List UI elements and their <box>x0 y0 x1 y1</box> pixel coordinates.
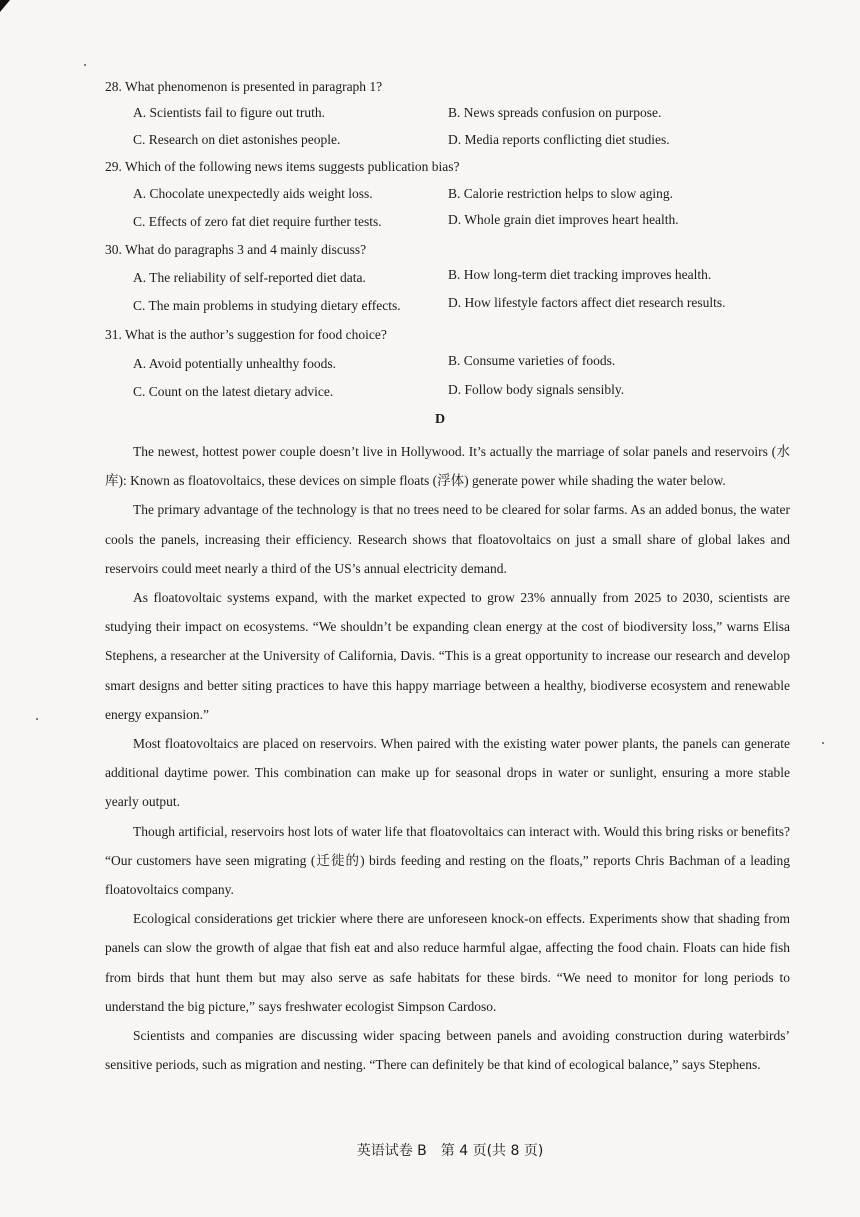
passage-paragraph: Scientists and companies are discussing wider spacing between panels and avoiding construction during waterbirds’ sensitive periods, such as migration and nesting. “There can definitely be that kind of ecological balance,” says Stephens. <box>105 1028 790 1073</box>
scan-corner-mark <box>0 0 10 12</box>
passage-paragraph: As floatovoltaic systems expand, with the market expected to grow 23% annually from 2025 to 2030, scientists are studying their impact on ecosystems. “We shouldn’t be expanding clean energy at the cost of biodiversity loss,” warns Elisa Stephens, a researcher at the University of California, Davis. “This is a great opportunity to increase our research and develop smart designs and better siting practices to have this happy marriage between a healthy, biodiverse ecosystem and renewable energy expansion.” <box>105 590 790 722</box>
question-text: What phenomenon is presented in paragraph 1? <box>125 79 383 94</box>
passage-paragraph: The newest, hottest power couple doesn’t live in Hollywood. It’s actually the marriage of solar panels and reservoirs (水库): Known as floatovoltaics, these devices on simple floats (浮体) generate power while shading the water below. <box>105 444 790 489</box>
option-28-b[interactable]: B. News spreads confusion on purpose. <box>448 105 662 120</box>
option-30-a[interactable]: A. The reliability of self-reported diet data. <box>133 270 366 285</box>
page-footer: 英语试卷 B 第 4 页(共 8 页) <box>356 1143 544 1159</box>
option-31-d[interactable]: D. Follow body signals sensibly. <box>448 382 625 397</box>
question-31 <box>105 326 387 344</box>
passage-paragraph: The primary advantage of the technology is that no trees need to be cleared for solar farms. As an added bonus, the water cools the panels, increasing their efficiency. Research shows that floatovoltaics on just a small share of global lakes and reservoirs could meet nearly a third of the US’s annual electricity demand. <box>105 502 790 576</box>
question-number: 28. <box>105 79 122 94</box>
question-number: 31. <box>105 327 122 342</box>
question-number: 29. <box>105 159 122 174</box>
question-text: What is the author’s suggestion for food choice? <box>125 327 387 342</box>
option-28-d[interactable]: D. Media reports conflicting diet studies. <box>448 132 670 147</box>
option-30-d[interactable]: D. How lifestyle factors affect diet research results. <box>448 295 726 310</box>
option-29-b[interactable]: B. Calorie restriction helps to slow aging. <box>448 186 673 201</box>
reading-passage <box>105 437 790 1079</box>
question-number: 30. <box>105 242 122 257</box>
scan-speck <box>822 742 824 744</box>
option-29-a[interactable]: A. Chocolate unexpectedly aids weight loss. <box>133 186 373 201</box>
question-text: What do paragraphs 3 and 4 mainly discuss? <box>125 242 367 257</box>
scan-speck <box>84 64 86 66</box>
question-29 <box>105 158 459 176</box>
question-30 <box>105 241 366 259</box>
option-30-b[interactable]: B. How long-term diet tracking improves health. <box>448 267 712 282</box>
option-30-c[interactable]: C. The main problems in studying dietary effects. <box>133 298 401 313</box>
option-29-c[interactable]: C. Effects of zero fat diet require further tests. <box>133 214 382 229</box>
passage-paragraph: Ecological considerations get trickier where there are unforeseen knock-on effects. Experiments show that shading from panels can slow the growth of algae that fish eat and also reduce harmful algae, affecting the food chain. Floats can hide fish from birds that hunt them but may also serve as safe habitats for these birds. “We need to monitor for long periods to understand the big picture,” says freshwater ecologist Simpson Cardoso. <box>105 911 790 1014</box>
option-29-d[interactable]: D. Whole grain diet improves heart health. <box>448 212 679 227</box>
passage-paragraph: Though artificial, reservoirs host lots of water life that floatovoltaics can interact with. Would this bring risks or benefits? “Our customers have seen migrating (迁徙的) birds feeding and resting on the floats,” reports Chris Bachman of a leading floatovoltaics company. <box>105 823 790 898</box>
question-text: Which of the following news items suggests publication bias? <box>125 159 460 174</box>
question-28 <box>105 78 382 96</box>
option-31-a[interactable]: A. Avoid potentially unhealthy foods. <box>133 356 336 371</box>
scan-speck <box>36 718 38 720</box>
option-28-c[interactable]: C. Research on diet astonishes people. <box>133 132 341 147</box>
passage-paragraph: Most floatovoltaics are placed on reservoirs. When paired with the existing water power plants, the panels can generate additional daytime power. This combination can make up for seasonal drops in water or sunlight, ensuring a more stable yearly output. <box>105 736 790 810</box>
option-31-c[interactable]: C. Count on the latest dietary advice. <box>133 384 334 399</box>
option-28-a[interactable]: A. Scientists fail to figure out truth. <box>133 105 325 120</box>
section-title: D <box>434 412 446 427</box>
option-31-b[interactable]: B. Consume varieties of foods. <box>448 353 616 368</box>
